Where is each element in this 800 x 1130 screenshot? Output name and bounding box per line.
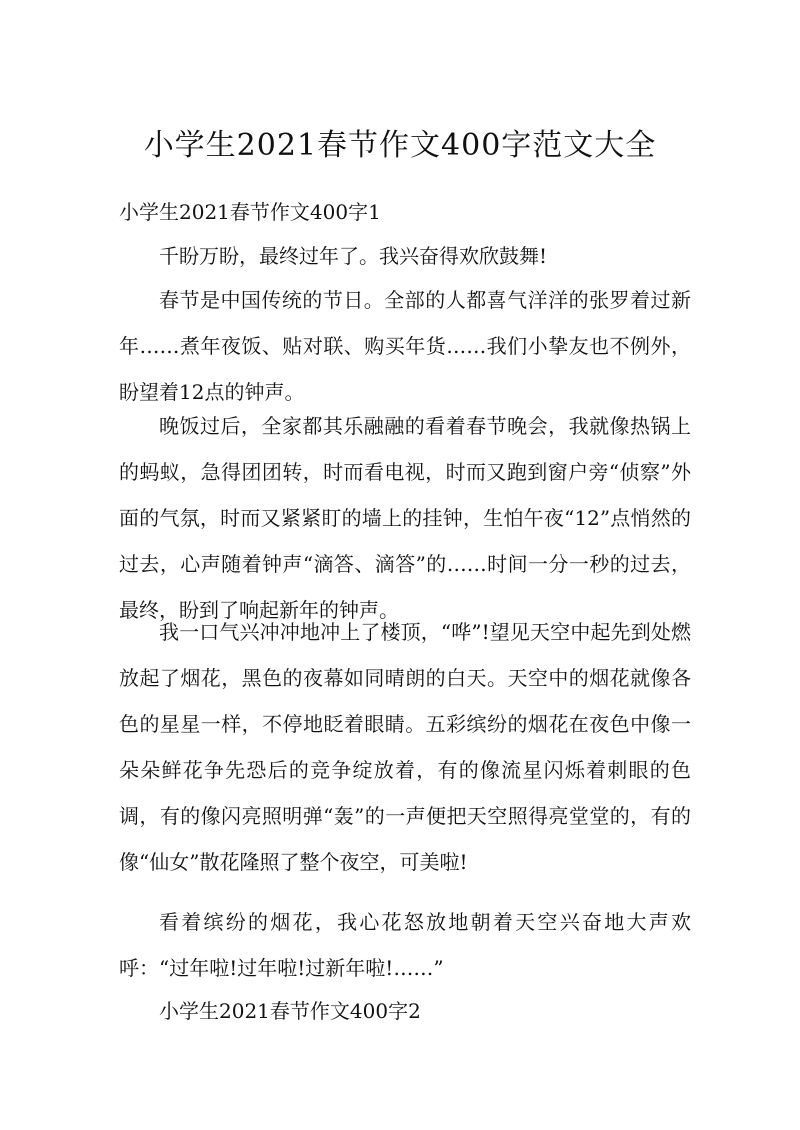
paragraph-5: 看着缤纷的烟花，我心花怒放地朝着天空兴奋地大声欢呼：“过年啦!过年啦!过新年啦!……” [119, 910, 691, 980]
paragraph-2: 春节是中国传统的节日。全部的人都喜气洋洋的张罗着过新年……煮年夜饭、贴对联、购买年货……我们小挚友也不例外，盼望着12点的钟声。 [119, 288, 691, 404]
paragraph-1: 千盼万盼，最终过年了。我兴奋得欢欣鼓舞! [159, 244, 548, 268]
section-heading-2: 小学生2021春节作文400字2 [159, 999, 421, 1023]
section-heading-1: 小学生2021春节作文400字1 [119, 200, 381, 224]
paragraph-3: 晚饭过后，全家都其乐融融的看着春节晚会，我就像热锅上的蚂蚁，急得团团转，时而看电视，时而又跑到窗户旁“侦察”外面的气氛，时而又紧紧盯的墙上的挂钟，生怕午夜“12”点悄然的过去，心声随着钟声“滴答、滴答”的……时间一分一秒的过去，最终，盼到了响起新年的钟声。 [119, 414, 691, 622]
paragraph-4: 我一口气兴冲冲地冲上了楼顶，“哗”!望见天空中起先到处燃放起了烟花，黑色的夜幕如同晴朗的白天。天空中的烟花就像各色的星星一样，不停地眨着眼睛。五彩缤纷的烟花在夜色中像一朵朵鲜花争先恐后的竞争绽放着，有的像流星闪烁着刺眼的色调，有的像闪亮照明弹“轰”的一声便把天空照得亮堂堂的，有的像“仙女”散花隆照了整个夜空，可美啦! [119, 620, 691, 874]
document-title: 小学生2021春节作文400字范文大全 [143, 128, 657, 163]
